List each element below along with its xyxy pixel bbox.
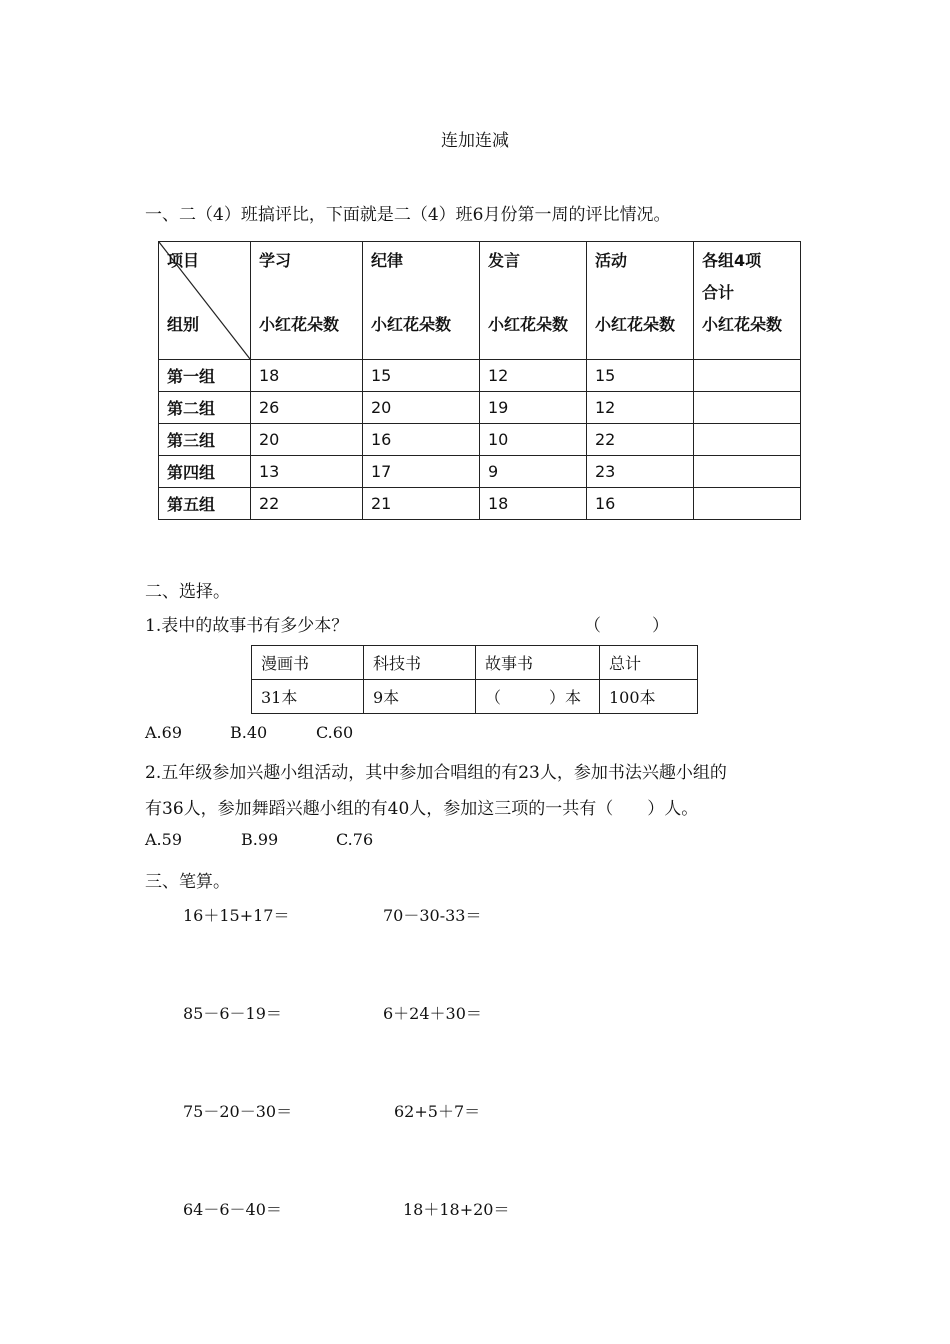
- table-header-cell: 科技书: [364, 646, 476, 680]
- column-subtitle: 小红花朵数: [371, 315, 452, 334]
- table-cell: 12: [587, 392, 694, 424]
- table-cell: 16: [363, 424, 480, 456]
- table-cell: 10: [480, 424, 587, 456]
- section3-heading: 三、笔算。: [145, 872, 230, 892]
- table-cell: 15: [363, 360, 480, 392]
- table-row: [159, 424, 801, 456]
- group-label: 第二组: [159, 392, 251, 424]
- calc-expression: 6＋24＋30＝: [383, 1004, 482, 1023]
- total-cell: [694, 456, 801, 488]
- total-cell: [694, 424, 801, 456]
- total-cell: [694, 488, 801, 520]
- column-header-total: [694, 242, 801, 360]
- q2-option-b: B.99: [241, 830, 279, 849]
- column-header-speaking: [480, 242, 587, 360]
- column-title: 合计: [702, 283, 735, 302]
- q1-option-b: B.40: [230, 723, 268, 742]
- calc-expression: 62+5＋7＝: [394, 1102, 481, 1121]
- table-cell: 17: [363, 456, 480, 488]
- table-cell: 18: [251, 360, 363, 392]
- evaluation-table: [158, 241, 801, 520]
- column-title: 发言: [488, 251, 521, 270]
- calc-expression: 85－6－19＝: [183, 1004, 282, 1023]
- calc-expression: 16＋15+17＝: [183, 906, 290, 925]
- table-row: [252, 646, 698, 680]
- calc-expression: 64－6－40＝: [183, 1200, 282, 1219]
- column-header-activity: [587, 242, 694, 360]
- table-cell: 23: [587, 456, 694, 488]
- table-header-cell: 总计: [600, 646, 698, 680]
- column-subtitle: 小红花朵数: [488, 315, 569, 334]
- corner-header-cell: [159, 242, 251, 360]
- question1-answer-blank: （ ）: [584, 616, 669, 636]
- group-label: 第三组: [159, 424, 251, 456]
- table-cell: 12: [480, 360, 587, 392]
- column-title: 各组4项: [702, 251, 762, 270]
- table-cell: 26: [251, 392, 363, 424]
- calc-expression: 18＋18+20＝: [403, 1200, 510, 1219]
- table-cell: 20: [363, 392, 480, 424]
- section1-heading: 一、二（4）班搞评比，下面就是二（4）班6月份第一周的评比情况。: [145, 205, 671, 225]
- table-row: [159, 456, 801, 488]
- calc-expression: 70－30-33＝: [383, 906, 482, 925]
- corner-label-group: 组别: [167, 315, 200, 334]
- q2-option-c: C.76: [336, 830, 374, 849]
- total-cell: [694, 360, 801, 392]
- column-subtitle: 小红花朵数: [595, 315, 676, 334]
- table-cell: 22: [251, 488, 363, 520]
- table-cell: 100本: [600, 680, 698, 714]
- column-subtitle: 小红花朵数: [259, 315, 340, 334]
- page-title: 连加连减: [441, 131, 509, 151]
- group-label: 第四组: [159, 456, 251, 488]
- table-row: [159, 360, 801, 392]
- table-cell: 31本: [252, 680, 364, 714]
- q2-option-a: A.59: [145, 830, 182, 849]
- table-cell: 16: [587, 488, 694, 520]
- q1-option-a: A.69: [145, 723, 182, 742]
- table-cell: 18: [480, 488, 587, 520]
- table-cell: 22: [587, 424, 694, 456]
- table-header-cell: 故事书: [476, 646, 600, 680]
- table-cell: 13: [251, 456, 363, 488]
- books-table: [251, 645, 698, 714]
- table-cell: 19: [480, 392, 587, 424]
- corner-label-project: 项目: [167, 251, 200, 270]
- table-header-cell: 漫画书: [252, 646, 364, 680]
- table-row: [252, 680, 698, 714]
- q1-option-c: C.60: [316, 723, 354, 742]
- table-cell: 9本: [364, 680, 476, 714]
- column-subtitle: 小红花朵数: [702, 315, 783, 334]
- question1-text: 1.表中的故事书有多少本？: [145, 616, 349, 636]
- total-cell: [694, 392, 801, 424]
- column-title: 纪律: [371, 251, 404, 270]
- table-cell: 21: [363, 488, 480, 520]
- question2-line1: 2.五年级参加兴趣小组活动，其中参加合唱组的有23人，参加书法兴趣小组的: [145, 763, 727, 783]
- column-header-discipline: [363, 242, 480, 360]
- calc-expression: 75－20－30＝: [183, 1102, 293, 1121]
- column-title: 活动: [595, 251, 628, 270]
- group-label: 第五组: [159, 488, 251, 520]
- table-row: [159, 392, 801, 424]
- table-cell: 15: [587, 360, 694, 392]
- table-row: [159, 488, 801, 520]
- table-cell: （ ）本: [476, 680, 600, 714]
- column-title: 学习: [259, 251, 292, 270]
- question2-line2: 有36人，参加舞蹈兴趣小组的有40人，参加这三项的一共有（ ）人。: [145, 799, 699, 819]
- table-cell: 20: [251, 424, 363, 456]
- column-header-study: [251, 242, 363, 360]
- section2-heading: 二、选择。: [145, 582, 230, 602]
- table-cell: 9: [480, 456, 587, 488]
- group-label: 第一组: [159, 360, 251, 392]
